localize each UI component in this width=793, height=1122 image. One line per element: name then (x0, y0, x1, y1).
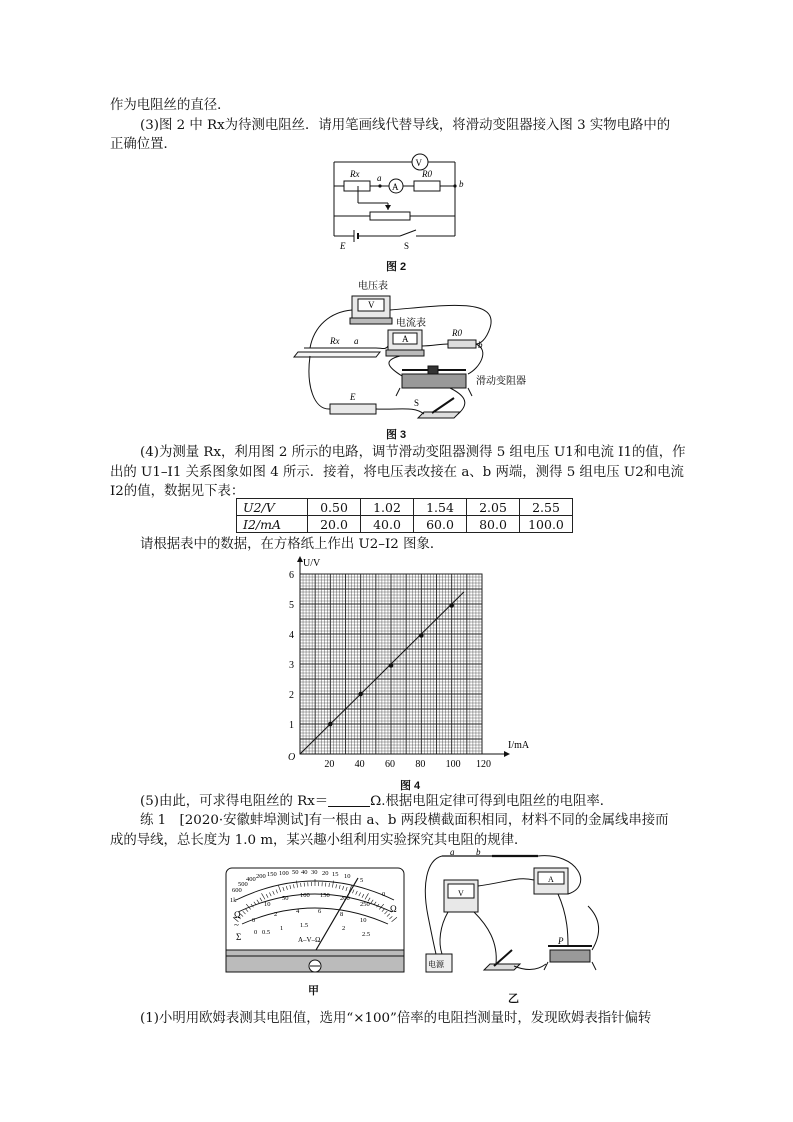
text-line-10: 成的导线，总长度为 1.0 m，某兴趣小组利用实验探究其电阻的规律． (110, 833, 528, 848)
fig2-r0-label: R0 (422, 169, 432, 179)
text-line-2: (3)图 2 中 Rx为待测电阻丝．请用笔画线代替导线，将滑动变阻器接入图 3 实物电路中的 (140, 118, 671, 133)
text-line-9: 练 1 [2020·安徽蚌埠测试]有一根由 a、b 两段横截面积相同，材料不同的金属线串接而 (140, 813, 669, 828)
meter-label: 1 (280, 925, 284, 932)
meter-label: 1k (230, 897, 237, 904)
fig3-voltmeter-label: 电压表 (358, 281, 388, 292)
table-cell: 100.0 (520, 516, 573, 533)
text-line-8 (140, 792, 613, 812)
meter-mode-label: A–V–Ω (298, 936, 321, 944)
meter-label: 200 (340, 895, 350, 902)
table-cell: 1.54 (414, 499, 467, 516)
meter-sigma-symbol: Σ (236, 932, 242, 942)
figure-yi-caption: 乙 (508, 993, 519, 1005)
meter-label: 150 (267, 871, 277, 878)
origin-label: O (288, 752, 296, 763)
figure-2-caption: 图 2 (386, 261, 407, 273)
fig2-ammeter-label: A (392, 182, 399, 192)
table-row (237, 499, 573, 516)
fig3-s-label: S (414, 398, 420, 408)
meter-label: 8 (340, 911, 344, 918)
fig3-rx-label: Rx (330, 336, 340, 346)
y-axis-label: U/V (303, 558, 321, 569)
meter-tilde-symbol: ~ (234, 920, 239, 930)
meter-label: 0.5 (262, 929, 271, 936)
y-tick-label: 5 (289, 600, 294, 611)
fig3-e-label: E (350, 392, 356, 402)
fig3-b-label: b (478, 340, 483, 350)
meter-label: 2 (342, 925, 346, 932)
meter-label: 30 (311, 869, 318, 876)
figure-4-caption: 图 4 (400, 780, 421, 792)
yi-ammeter-label: A (548, 875, 554, 884)
meter-label: 4 (296, 908, 300, 915)
table-cell: 0.50 (308, 499, 361, 516)
text-line-7: 请根据表中的数据，在方格纸上作出 U2–I2 图象． (140, 537, 444, 552)
meter-label: 10 (360, 917, 367, 924)
meter-label: 15 (332, 871, 339, 878)
meter-label: 2 (274, 911, 278, 918)
meter-label: 1.5 (300, 922, 309, 929)
y-tick-label: 3 (289, 660, 294, 671)
data-point (449, 603, 454, 608)
meter-label: 100 (279, 870, 289, 877)
meter-label: 0 (252, 917, 256, 924)
x-tick-label: 120 (476, 759, 491, 770)
meter-label: 20 (322, 870, 329, 877)
meter-label: 0 (254, 929, 258, 936)
figure-2-circuit (318, 150, 478, 250)
fig2-b-label: b (459, 179, 464, 189)
meter-label: 40 (301, 869, 308, 876)
fig2-rx-label: Rx (350, 169, 360, 179)
x-axis-label: I/mA (508, 740, 530, 751)
text-line-4: (4)为测量 Rx，利用图 2 所示的电路，调节滑动变阻器测得 5 组电压 U1和电流 I1的值，作 (140, 445, 686, 460)
text-line-8a: (5)由此，可求得电阻丝的 Rx＝ (140, 794, 329, 809)
meter-label: 10 (344, 873, 351, 880)
meter-label: 50 (292, 869, 299, 876)
yi-b-label: b (476, 847, 481, 857)
data-table (236, 498, 573, 533)
fig2-e-label: E (340, 241, 346, 250)
figure-3-caption: 图 3 (386, 429, 407, 441)
x-tick-label: 60 (385, 759, 395, 770)
meter-label: 0 (382, 891, 386, 898)
yi-power-label: 电源 (428, 960, 444, 969)
fig2-voltmeter-label: V (415, 158, 422, 168)
answer-blank[interactable] (328, 792, 370, 807)
text-line-5: 出的 U1–I1 关系图象如图 4 所示．接着，将电压表改接在 a、b 两端，测得 5 组电压 U2和电流 (110, 465, 684, 480)
data-point (419, 633, 424, 638)
meter-label: 50 (282, 895, 289, 902)
fig3-r0-label: R0 (452, 328, 462, 338)
data-point (328, 722, 333, 727)
meter-omega-symbol: Ω (390, 904, 397, 914)
text-line-8b: Ω.根据电阻定律可得到电阻丝的电阻率． (370, 794, 614, 809)
y-tick-label: 6 (289, 570, 294, 581)
meter-dc-symbol: Ω (234, 910, 241, 920)
fig3-a-symbol: A (402, 334, 409, 344)
x-tick-label: 40 (354, 759, 365, 770)
table-cell: 2.55 (520, 499, 573, 516)
table-header-i2: I2/mA (237, 516, 308, 533)
yi-p-label: P (558, 936, 564, 946)
fig3-rheostat-label: 滑动变阻器 (476, 376, 526, 387)
table-header-u2: U2/V (237, 499, 308, 516)
meter-label: 400 (246, 876, 256, 883)
meter-label: 2.5 (362, 931, 371, 938)
figure-yi-circuit (418, 846, 608, 986)
data-point (389, 663, 394, 668)
meter-label: 150 (320, 892, 330, 899)
fig2-a-label: a (377, 173, 382, 183)
text-line-3: 正确位置． (110, 137, 177, 152)
meter-label: 6 (318, 908, 322, 915)
y-tick-label: 2 (289, 690, 294, 701)
y-tick-label: 4 (289, 630, 294, 641)
fig3-ammeter-label: 电流表 (396, 318, 426, 329)
meter-label: 200 (256, 873, 266, 880)
table-cell: 2.05 (467, 499, 520, 516)
meter-label: 500 (238, 881, 248, 888)
table-cell: 20.0 (308, 516, 361, 533)
data-point (358, 692, 363, 697)
table-row (237, 516, 573, 533)
text-line-1: 作为电阻丝的直径． (110, 98, 231, 113)
table-cell: 40.0 (361, 516, 414, 533)
figure-3-physical-circuit (290, 276, 530, 426)
yi-a-label: a (450, 847, 455, 857)
fig2-s-label: S (404, 241, 410, 250)
figure-4-chart (280, 556, 550, 774)
fig3-v-dial: V (368, 300, 375, 310)
meter-label: 5 (360, 877, 364, 884)
x-tick-label: 80 (415, 759, 426, 770)
text-line-11: (1)小明用欧姆表测其电阻值，选用“×100”倍率的电阻挡测量时，发现欧姆表指针偏转 (140, 1011, 652, 1026)
meter-label: 250 (360, 901, 370, 908)
figure-jia-caption: 甲 (308, 985, 319, 997)
fig3-a-label: a (354, 336, 359, 346)
x-tick-label: 20 (324, 759, 335, 770)
table-cell: 60.0 (414, 516, 467, 533)
meter-label: 10 (264, 901, 271, 908)
figure-jia-meter (224, 866, 406, 976)
yi-voltmeter-label: V (458, 889, 464, 898)
meter-label: 600 (232, 887, 242, 894)
y-tick-label: 1 (289, 720, 294, 731)
table-cell: 1.02 (361, 499, 414, 516)
x-axis-arrow (504, 751, 510, 757)
meter-label: 100 (300, 892, 310, 899)
x-tick-label: 100 (445, 759, 461, 770)
table-cell: 80.0 (467, 516, 520, 533)
text-line-6: I2的值，数据见下表： (110, 484, 245, 499)
